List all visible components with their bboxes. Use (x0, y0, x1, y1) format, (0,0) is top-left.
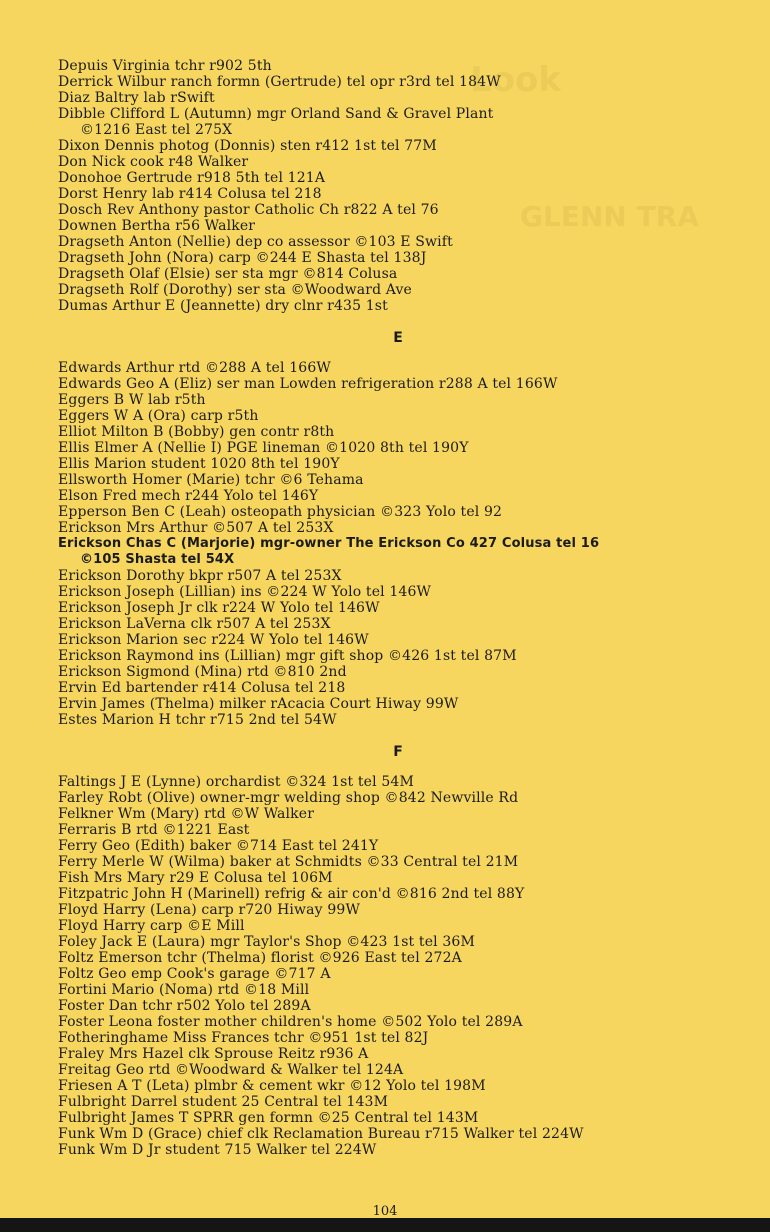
directory-entry: Faltings J E (Lynne) orchardist ©324 1st tel 54M (58, 774, 414, 790)
directory-entry: Don Nick cook r48 Walker (58, 154, 249, 170)
directory-entry: Foley Jack E (Laura) mgr Taylor's Shop ©423 1st tel 36M (58, 934, 475, 950)
directory-entry: Erickson Joseph (Lillian) ins ©224 W Yolo tel 146W (58, 584, 432, 600)
directory-entry: Eggers W A (Ora) carp r5th (58, 408, 259, 424)
directory-entry: Dixon Dennis photog (Donnis) sten r412 1st tel 77M (58, 138, 437, 154)
directory-entry: Erickson Marion sec r224 W Yolo tel 146W (58, 632, 369, 648)
directory-entry: Foltz Emerson tchr (Thelma) florist ©926 East tel 272A (58, 950, 462, 966)
directory-entry: Elliot Milton B (Bobby) gen contr r8th (58, 424, 335, 440)
directory-entry: Erickson Chas C (Marjorie) mgr-owner The Erickson Co 427 Colusa tel 16 (58, 536, 600, 551)
directory-entry: Ferry Geo (Edith) baker ©714 East tel 241Y (58, 838, 379, 854)
directory-entry: Ervin Ed bartender r414 Colusa tel 218 (58, 680, 346, 696)
directory-entry: Fulbright James T SPRR gen formn ©25 Central tel 143M (58, 1110, 479, 1126)
directory-entry: Erickson Mrs Arthur ©507 A tel 253X (58, 520, 334, 536)
directory-entry: Farley Robt (Olive) owner-mgr welding shop ©842 Newville Rd (58, 790, 519, 806)
directory-entry: Friesen A T (Leta) plmbr & cement wkr ©12 Yolo tel 198M (58, 1078, 486, 1094)
directory-entry: Dragseth Olaf (Elsie) ser sta mgr ©814 Colusa (58, 266, 398, 282)
directory-entry: Fraley Mrs Hazel clk Sprouse Reitz r936 A (58, 1046, 369, 1062)
directory-entry: Erickson Sigmond (Mina) rtd ©810 2nd (58, 664, 347, 680)
bleed-through-text: Look (470, 60, 561, 100)
directory-entry: Estes Marion H tchr r715 2nd tel 54W (58, 712, 337, 728)
directory-entry: Elson Fred mech r244 Yolo tel 146Y (58, 488, 319, 504)
directory-entry: Edwards Geo A (Eliz) ser man Lowden refrigeration r288 A tel 166W (58, 376, 558, 392)
directory-entry: Eggers B W lab r5th (58, 392, 206, 408)
directory-entry: Fulbright Darrel student 25 Central tel 143M (58, 1094, 389, 1110)
directory-entry: Ferraris B rtd ©1221 East (58, 822, 250, 838)
directory-entry: Dibble Clifford L (Autumn) mgr Orland Sand & Gravel Plant (58, 106, 494, 122)
directory-entry: Ferry Merle W (Wilma) baker at Schmidts ©33 Central tel 21M (58, 854, 519, 870)
directory-entry: Floyd Harry carp ©E Mill (58, 918, 245, 934)
directory-entry: Freitag Geo rtd ©Woodward & Walker tel 124A (58, 1062, 404, 1078)
directory-entry: Derrick Wilbur ranch formn (Gertrude) tel opr r3rd tel 184W (58, 74, 501, 90)
directory-entry: Ellis Marion student 1020 8th tel 190Y (58, 456, 340, 472)
directory-entry: Erickson Dorothy bkpr r507 A tel 253X (58, 568, 342, 584)
directory-entry: Downen Bertha r56 Walker (58, 218, 256, 234)
directory-entry: Dumas Arthur E (Jeannette) dry clnr r435 1st (58, 298, 388, 314)
directory-entry-continuation: ©1216 East tel 275X (80, 122, 233, 138)
directory-entry: Ervin James (Thelma) milker rAcacia Court Hiway 99W (58, 696, 459, 712)
section-letter: E (393, 330, 403, 346)
directory-entry: Ellis Elmer A (Nellie I) PGE lineman ©1020 8th tel 190Y (58, 440, 469, 456)
directory-entry: Ellsworth Homer (Marie) tchr ©6 Tehama (58, 472, 364, 488)
bleed-through-text: GLENN TRA (520, 200, 699, 233)
directory-entry: Fish Mrs Mary r29 E Colusa tel 106M (58, 870, 333, 886)
directory-entry: Fotheringhame Miss Frances tchr ©951 1st tel 82J (58, 1030, 429, 1046)
directory-entry: Edwards Arthur rtd ©288 A tel 166W (58, 360, 331, 376)
directory-entry: Donohoe Gertrude r918 5th tel 121A (58, 170, 326, 186)
directory-entry: Fortini Mario (Noma) rtd ©18 Mill (58, 982, 310, 998)
page-number: 104 (372, 1204, 398, 1218)
directory-entry: Diaz Baltry lab rSwift (58, 90, 215, 106)
directory-entry: Dragseth Anton (Nellie) dep co assessor ©103 E Swift (58, 234, 453, 250)
directory-entry: Dragseth Rolf (Dorothy) ser sta ©Woodward Ave (58, 282, 412, 298)
directory-listing (58, 58, 738, 1158)
page-bottom-edge (0, 1218, 770, 1232)
directory-entry-continuation: ©105 Shasta tel 54X (80, 552, 235, 567)
directory-entry: Erickson Joseph Jr clk r224 W Yolo tel 146W (58, 600, 380, 616)
directory-entry: Erickson LaVerna clk r507 A tel 253X (58, 616, 331, 632)
directory-entry: Fitzpatric John H (Marinell) refrig & air con'd ©816 2nd tel 88Y (58, 886, 525, 902)
directory-entry: Dorst Henry lab r414 Colusa tel 218 (58, 186, 322, 202)
directory-entry: Felkner Wm (Mary) rtd ©W Walker (58, 806, 315, 822)
directory-entry: Foster Leona foster mother children's home ©502 Yolo tel 289A (58, 1014, 523, 1030)
directory-entry: Dosch Rev Anthony pastor Catholic Ch r822 A tel 76 (58, 202, 439, 218)
directory-entry: Erickson Raymond ins (Lillian) mgr gift shop ©426 1st tel 87M (58, 648, 517, 664)
section-letter: F (393, 744, 403, 760)
directory-entry: Depuis Virginia tchr r902 5th (58, 58, 272, 74)
directory-entry: Funk Wm D (Grace) chief clk Reclamation Bureau r715 Walker tel 224W (58, 1126, 584, 1142)
directory-entry: Epperson Ben C (Leah) osteopath physician ©323 Yolo tel 92 (58, 504, 503, 520)
directory-entry: Foster Dan tchr r502 Yolo tel 289A (58, 998, 311, 1014)
directory-entry: Funk Wm D Jr student 715 Walker tel 224W (58, 1142, 377, 1158)
directory-entry: Foltz Geo emp Cook's garage ©717 A (58, 966, 331, 982)
directory-entry: Dragseth John (Nora) carp ©244 E Shasta tel 138J (58, 250, 427, 266)
directory-entry: Floyd Harry (Lena) carp r720 Hiway 99W (58, 902, 360, 918)
